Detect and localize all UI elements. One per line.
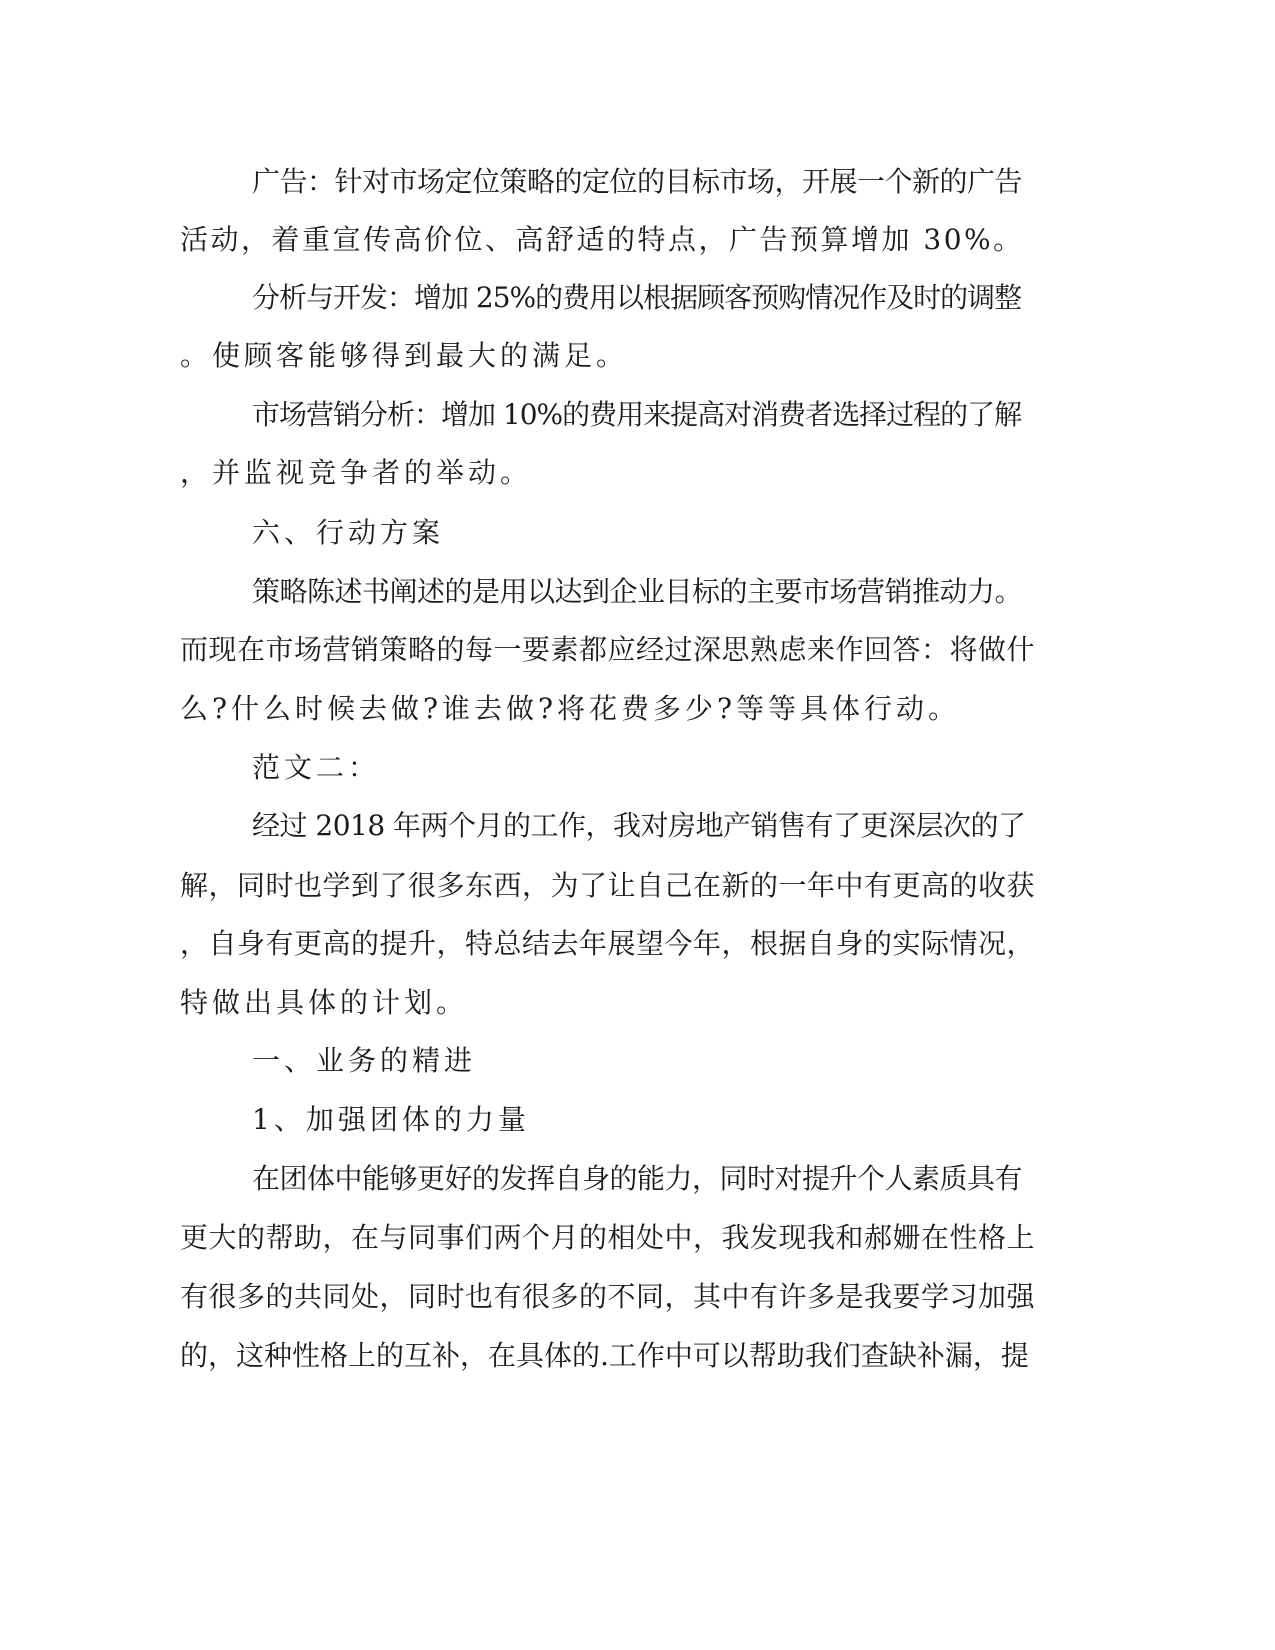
text-line: 经过 2018 年两个月的工作，我对房地产销售有了更深层次的了 bbox=[252, 809, 1026, 842]
text-line: 更大的帮助，在与同事们两个月的相处中，我发现我和郝姗在性格上 bbox=[180, 1221, 1036, 1254]
text-line: ，并监视竞争者的举动。 bbox=[180, 456, 533, 489]
section-heading: 1、加强团体的力量 bbox=[252, 1103, 530, 1136]
text-line: 有很多的共同处，同时也有很多的不同，其中有许多是我要学习加强 bbox=[180, 1280, 1036, 1313]
text-line: 广告：针对市场定位策略的定位的目标市场，开展一个新的广告 bbox=[252, 165, 1023, 198]
text-line: 特做出具体的计划。 bbox=[180, 986, 469, 1019]
text-line: 在团体中能够更好的发挥自身的能力，同时对提升个人素质具有 bbox=[252, 1162, 1023, 1195]
section-heading: 一、业务的精进 bbox=[252, 1044, 477, 1077]
text-line: 而现在市场营销策略的每一要素都应经过深思熟虑来作回答：将做什 bbox=[180, 633, 1036, 666]
text-line: 分析与开发：增加 25%的费用以根据顾客预购情况作及时的调整 bbox=[252, 281, 1022, 314]
section-heading: 范文二： bbox=[252, 751, 381, 784]
text-line: 的，这种性格上的互补，在具体的.工作中可以帮助我们查缺补漏，提 bbox=[180, 1339, 1029, 1372]
text-line: 市场营销分析：增加 10%的费用来提高对消费者选择过程的了解 bbox=[252, 398, 1022, 431]
text-line: 。使顾客能够得到最大的满足。 bbox=[180, 339, 629, 372]
section-heading: 六、行动方案 bbox=[252, 516, 445, 549]
text-line: 策略陈述书阐述的是用以达到企业目标的主要市场营销推动力。 bbox=[252, 575, 1023, 608]
text-line: 么?什么时候去做?谁去做?将花费多少?等等具体行动。 bbox=[180, 692, 961, 725]
text-line: ，自身有更高的提升，特总结去年展望今年，根据自身的实际情况， bbox=[180, 927, 1036, 960]
text-line: 活动，着重宣传高价位、高舒适的特点，广告预算增加 30%。 bbox=[180, 223, 1024, 256]
text-line: 解，同时也学到了很多东西，为了让自己在新的一年中有更高的收获 bbox=[180, 869, 1036, 902]
